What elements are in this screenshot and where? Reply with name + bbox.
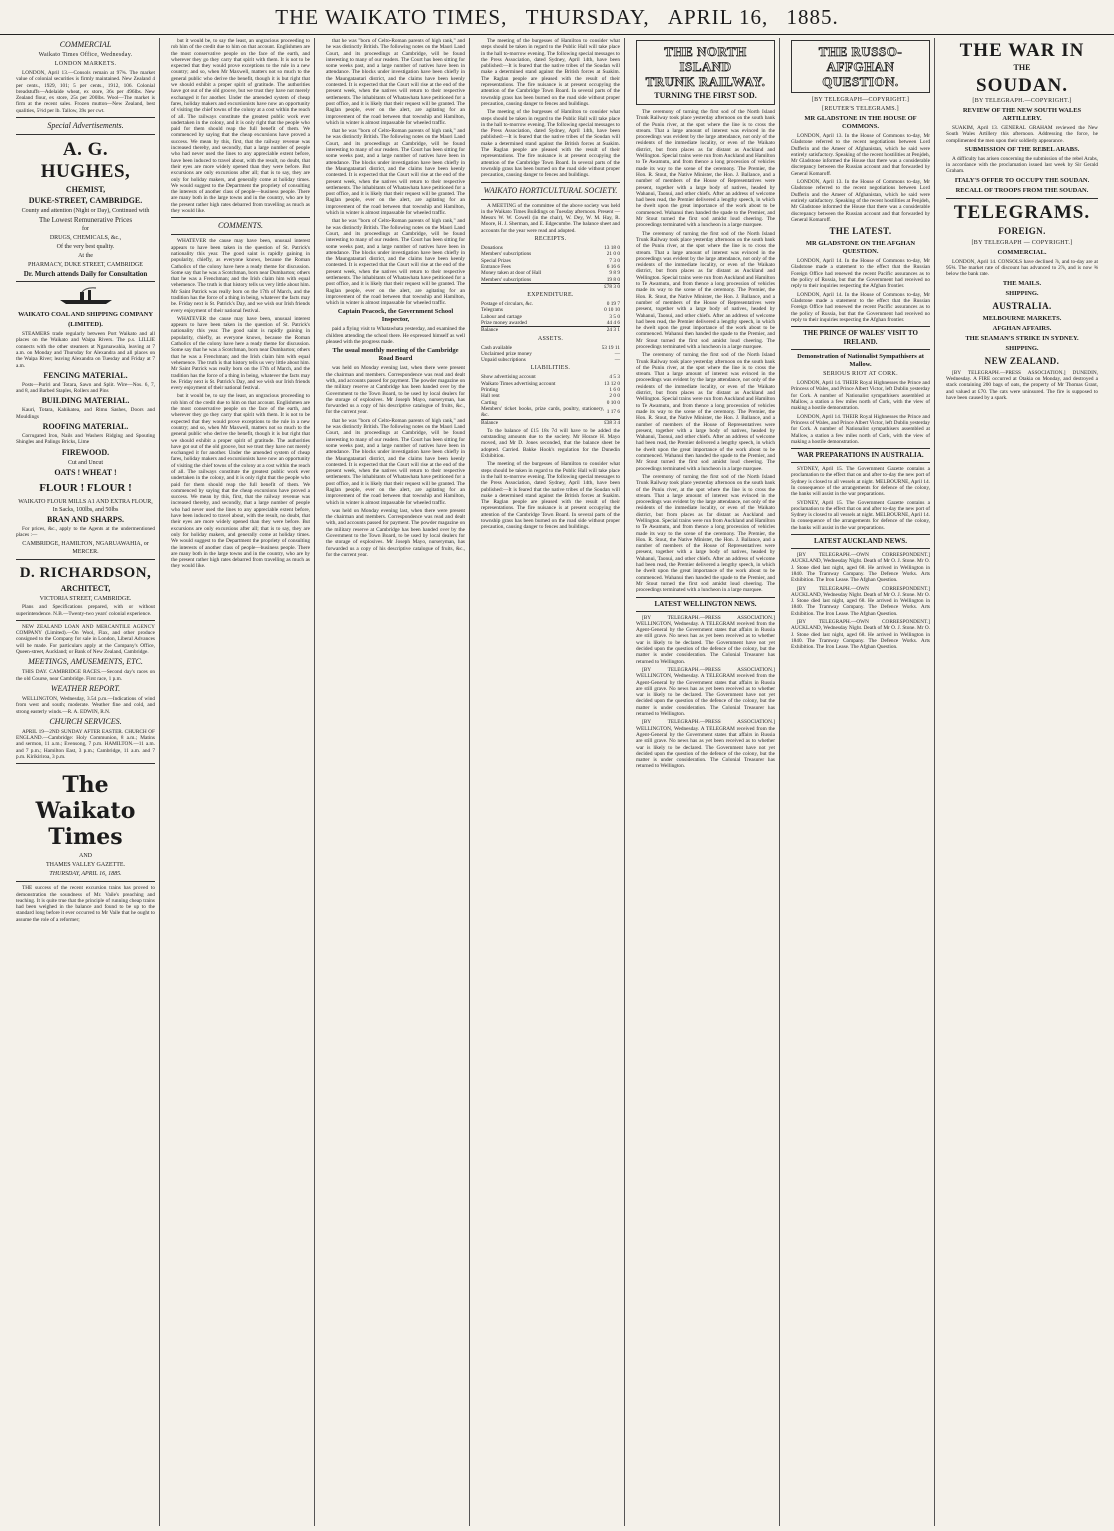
russo-afghan-heading [791, 40, 930, 93]
russo-tag: [BY TELEGRAPH—COPYRIGHT.] [811, 97, 910, 103]
russo-text: LONDON, April 13. In the House of Commons to-day, Mr Gladstone referred to the recent negotiations between Lord Dufferin and the Ameer of Afghanistan, which he said were entirely satisfactory. Speaking of the recent hostilities at Penjdeh, Mr Gladstone informed the House that there was a considerable discrepancy between the Russian account and that forwarded by General Komaroff. [791, 179, 930, 223]
trunk-text: The ceremony of turning the first sod of the North Island Trunk Railway took place yesterday afternoon on the south bank of the Puniu river, at the spot where the line is to cross the stream. That a large amount of interest was evinced in the proceedings was evident by the large attendance, not only of the residents of the immediate locality, or even of the Waikato district, but from places as far distant as Auckland and Wellington. Special trains were run from Auckland and Hamilton to Te Awamutu, and from thence a long procession of vehicles made its way to the scene of the ceremony. The Premier, the Hon. R. Stout, the Native Minister, the Hon. J. Ballance, and a number of members of the House of Representatives were present, together with a large body of natives, headed by Wahanui, Taonui, and other chiefs. After an address of welcome had been read, the Premier delivered a lengthy speech, in which he dwelt upon the great importance of the work about to be commenced. Wahanui then handed the spade to the Premier, and Mr Stout turned the first sod amidst loud cheering. The proceedings terminated with a luncheon in a large marquee. [636, 109, 775, 229]
auckland-heading: LATEST AUCKLAND NEWS. [791, 534, 930, 549]
column-3 [322, 38, 470, 1526]
meeting-heading: The usual monthly meeting of the Cambridge Road Board [332, 347, 459, 363]
italy-heading: ITALY'S OFFER TO OCCUPY THE SOUDAN. [954, 176, 1090, 184]
hughes-line: At the [78, 253, 93, 260]
receipts-item: Entrance Fees [481, 263, 511, 270]
meeting-text: was held on Monday evening last, when there were present the chairman and members. Correspondence was read and dealt with, and accounts passed for payment. The powder magazine on the military reserve at Cambridge has been handed over by the Government to the Town Board, to be used by local dealers for the storage of explosives. Mr Joseph Mayo, nurseryman, has forwarded us a copy of his descriptive catalogue of fruits, &c., for the current year. [326, 365, 465, 416]
receipts-amount: 7 3 0 [609, 257, 620, 264]
paper-sub: AND [79, 853, 92, 860]
society-text: A MEETING of the committee of the above society was held in the Waikato Times Buildings on Tuesday afternoon. Present —Messrs W. W. Cowell (in the chair), W. Dey, W. M. Hay, R. Moore, H. J. Sherman, and E. Edgecumbe. The balance sheet and accounts for the year were read and adopted. [481, 202, 620, 234]
building-title: BUILDING MATERIAL. [41, 396, 130, 406]
column-1 [12, 38, 160, 1526]
commercial-heading: COMMERCIAL. [997, 248, 1047, 256]
expenditure-table [481, 301, 620, 333]
receipts-amount: 13 18 0 [604, 245, 620, 252]
richardson-role: ARCHITECT, [60, 584, 111, 594]
liabilities-table [481, 374, 620, 425]
latest-subheading: MR GLADSTONE ON THE AFGHAN QUESTION. [805, 240, 916, 256]
news-text: The meeting of the burgesses of Hamilton to consider what steps should be taken in regard to the Public Hall will take place in the hall to-morrow evening. The following special messages to the Press Association, dated Sydney, April 14th, have been published:—It is feared that the native tribes of the Soudan will make a determined stand against the British forces at Suakim. The Raglan people are pleased with the result of their representations. The fire nuisance is at present occupying the attention of the Cambridge Town Board. In several parts of the township grass has been burned on the road side without proper precaution, causing danger to fences and buildings. [481, 461, 620, 531]
russo-agency: [REUTER'S TELEGRAMS.] [822, 106, 899, 112]
war-text: SUAKIM, April 13. GENERAL GRAHAM reviewed the New South Wales Artillery this afternoon. Addressing the force, he complimented the men upon their soldierly appearance. [946, 125, 1098, 144]
meetings-heading: MEETINGS, AMUSEMENTS, ETC. [28, 657, 143, 667]
liabilities-amount: 4 5 3 [609, 374, 620, 381]
submission-text: A difficulty has arisen concerning the submission of the rebel Arabs, in accordance with the proclamation issued last week by Sir Gerald Graham. [946, 155, 1098, 175]
divider [16, 117, 155, 118]
expenditure-row [481, 320, 620, 327]
hughes-line: PHARMACY, DUKE STREET, CAMBRIDGE [28, 262, 143, 269]
leader-continued: but it would be, to say the least, an ungracious proceeding to rob him of the credit due to him on that account. Englishmen are the most conservative people on the face of the earth, and wherever they go they carry that spirit with them. It is not to be expected that they would prove exceptions to the rule in a new country; and so, when Mr Maxwell, matters not so much to the general public who derive the benefit, though it is but right that we should exhibit a proper spirit of gratitude. The authorities have got out of the old groove, but we trust they have not merely exchanged it for another. Under the amended system of cheap fares, holiday makers and excursionists have now an opportunity of visiting the chief towns of the colony at a cost within the reach of all. The railways constitute the greatest public work ever undertaken in the colony, and it is only right that the people who paid for them should reap the full benefit of them. We commenced by saying that the cheap excursions have proved a success. We mean by this, first, that the railway revenue was increased thereby, and secondly, that a large number of people who had never used the lines to any appreciable extent before, have been induced to travel about, with the result, no doubt, that their eyes are more widely opened than they were before. But excursions are only excursions after all; that is to say, they are only for holiday makers, and generally come at holiday times. We would suggest to the Department the propriety of consulting the interests of another class of people—business people. There are many both in the large towns and in the country, who are by the present rather high rates debarred from travelling as much as they would like. [171, 393, 310, 570]
news-text: The meeting of the burgesses of Hamilton to consider what steps should be taken in regard to the Public Hall will take place in the hall to-morrow evening. The following special messages to the Press Association, dated Sydney, April 14th, have been published:—It is feared that the native tribes of the Soudan will make a determined stand against the British forces at Suakim. The Raglan people are pleased with the result of their representations. The fire nuisance is at present occupying the attention of the Cambridge Town Board. In several parts of the township grass has been burned on the road side without proper precaution, causing danger to fences and buildings. [481, 109, 620, 179]
divider [946, 198, 1098, 199]
submission-heading: SUBMISSION OF THE REBEL ARABS. [964, 145, 1080, 153]
russo-title-1: THE RUSSO-AFFGHAN [818, 44, 903, 74]
liabilities-heading: LIABILITIES. [530, 365, 571, 372]
commercial-sub: LONDON MARKETS. [54, 61, 117, 67]
receipts-total: £78 3 0 [591, 283, 620, 290]
hughes-line: Dr. Murch attends Daily for Consultation [23, 270, 148, 279]
roofing-title: ROOFING MATERIAL. [42, 422, 129, 432]
society-tail: To the balance of £15 18s 7d will have to be added the outstanding amounts due to the society. Mr Horace H. Mayo moved, and Mr D. Jones seconded, that the balance sheet be adopted. Carried. Bakke Hook's regulation for the Dunedin Exhibition. [481, 427, 620, 460]
russo-text: LONDON, April 13. In the House of Commons to-day, Mr Gladstone referred to the recent negotiations between Lord Dufferin and the Ameer of Afghanistan, which he said were entirely satisfactory. Speaking of the recent hostilities at Penjdeh, Mr Gladstone informed the House that there was a considerable discrepancy between the Russian account and that forwarded by General Komaroff. [791, 133, 930, 177]
assets-item: Unpaid subscriptions [481, 357, 526, 364]
nz-text: [BY TELEGRAPH.—PRESS ASSOCIATION.] DUNEDIN, Wednesday. A FIRE occurred at Otakia on Monday, and destroyed a stack containing 200 bags of oats, the property of Mr Thomas Grant, and valued at £70. The cats were uninsured. The fire is supposed to have been caused by a spark. [946, 369, 1098, 401]
liabilities-item: Carting [481, 399, 497, 406]
masthead-date: APRIL 16, [667, 5, 769, 29]
assets-item: Cash available [481, 344, 513, 351]
assets-item: Unclaimed prize money [481, 350, 532, 357]
receipts-amount: 9 8 9 [609, 270, 620, 277]
column-2 [167, 38, 315, 1526]
liabilities-amount: 1 6 0 [609, 387, 620, 394]
richardson-address: VICTORIA STREET, CAMBRIDGE. [39, 596, 132, 603]
flour-title: FLOUR ! FLOUR ! [39, 481, 132, 494]
divider [16, 620, 155, 621]
liabilities-amount: 0 10 0 [606, 399, 620, 406]
ads-heading: Special Advertisements. [47, 121, 124, 131]
hughes-line: County and attention (Night or Day), Continued with [21, 208, 150, 215]
expenditure-heading: EXPENDITURE. [527, 292, 574, 299]
liabilities-amount: 1 17 6 [606, 409, 620, 416]
balance2-amount: £38 3 4 [604, 419, 620, 426]
latest-heading: THE LATEST. [829, 226, 892, 237]
peacock-text: paid a flying visit to Whatawhata yesterday, and examined the children attending the school there. He expressed himself as well pleased with the progress made. [326, 326, 465, 346]
liabilities-amount: 13 12 0 [604, 380, 620, 387]
weather-heading: WEATHER REPORT. [50, 683, 121, 693]
wellington-text: [BY TELEGRAPH.—PRESS ASSOCIATION.] WELLINGTON, Wednesday. A TELEGRAM received from the Agent-General by the Government states that affairs in Russia are still grave. No news has as yet been received as to whether war is likely to be declared. The Government have not yet decided upon the question of the defence of the colony, but the matter is under consideration. The Colonial Treasurer has returned to Wellington. [636, 666, 775, 718]
masthead [0, 0, 1114, 35]
assets-amount: — [614, 350, 620, 357]
masthead-paper: THE WAIKATO TIMES, [275, 5, 508, 29]
new-zealand-heading: NEW ZEALAND. [984, 355, 1060, 366]
balance-amount: 24 3 1 [588, 327, 620, 334]
liabilities-row [481, 406, 620, 419]
meetings-text: THIS DAY. CAMBRIDGE RACES.—Second day's races on the old Course, near Cambridge. First race, 1 p.m. [16, 669, 155, 682]
shipping-heading-2: SHIPPING. [1005, 344, 1039, 352]
war-title-2: THE [1013, 63, 1031, 72]
news-text: that he was "born of Celto-Roman parents of high rank," and he was distinctly British. The following notes on the Maori Land Court, and its proceedings at Cambridge, will be found interesting to many of our readers. The Court has been sitting for some weeks past, and a large number of natives have been in attendance. The blocks under investigation have been chiefly in the Maungatautari district, and the claims have been keenly contested. It is expected that the Court will rise at the end of the present week, when the natives will return to their respective settlements. The inhabitants of Whatawhata have petitioned for a post office, and it is likely that their request will be granted. The Raglan people, ever on the alert, are agitating for an improvement of the road between that township and Hamilton, which in winter is almost impassable for wheeled traffic. [326, 128, 465, 217]
masthead-day: THURSDAY, [525, 5, 650, 29]
paper-date: THURSDAY, APRIL 16, 1885. [49, 871, 122, 878]
receipts-row [481, 277, 620, 284]
building-text: Kauri, Totara, Kahikatea, and Rimu Sashes, Doors and Mouldings [16, 407, 155, 420]
fencing-title: FENCING MATERIAL. [43, 370, 128, 380]
recall-heading: RECALL OF TROOPS FROM THE SOUDAN. [955, 186, 1089, 194]
hughes-role: CHEMIST, [65, 185, 106, 195]
commercial-text: LONDON, April 14. CONSOLS have declined ⅞, and to-day are at 95⅝. The market rate of discount has advanced to 2⅞, and is now ⅝ below the bank rate. [946, 258, 1098, 278]
divider [171, 234, 310, 235]
wellington-heading: LATEST WELLINGTON NEWS. [636, 597, 775, 612]
divider [481, 182, 620, 183]
auckland-text: [BY TELEGRAPH.—OWN CORRESPONDENT.] AUCKLAND, Wednesday Night. Death of Mr O. J. Stone. Mr O. J. Stone died last night, aged 68. He arrived in Wellington in 1840. The Tramway Company. The Defence Works. Arts Exhibition. The Iron Lease. The Afghan Question. [791, 585, 930, 617]
mails-heading: THE MAILS. [1002, 279, 1042, 287]
trunk-text: The ceremony of turning the first sod of the North Island Trunk Railway took place yesterday afternoon on the south bank of the Puniu river, at the spot where the line is to cross the stream. That a large amount of interest was evinced in the proceedings was evident by the large attendance, not only of the residents of the immediate locality, or even of the Waikato district, but from places as far distant as Auckland and Wellington. Special trains were run from Auckland and Hamilton to Te Awamutu, and from thence a long procession of vehicles made its way to the scene of the ceremony. The Premier, the Hon. R. Stout, the Native Minister, the Hon. J. Ballance, and a number of members of the House of Representatives were present, together with a large body of natives, headed by Wahanui, Taonui, and other chiefs. After an address of welcome had been read, the Premier delivered a lengthy speech, in which he dwelt upon the great importance of the work about to be commenced. Wahanui then handed the spade to the Premier, and Mr Stout turned the first sod amidst loud cheering. The proceedings terminated with a luncheon in a large marquee. [636, 352, 775, 472]
bran-title: BRAN AND SHARPS. [46, 514, 125, 524]
steamer-icon [56, 286, 116, 306]
fencing-text: Posts—Puriri and Totara, Sawn and Split. Wire—Nos. 6, 7, and 8, and Barbed Staples, Rollers and Pins [16, 381, 155, 395]
peacock-heading: Captain Peacock, the Government School Inspector, [337, 308, 454, 324]
prince-heading: THE PRINCE OF WALES' VISIT TO IRELAND. [791, 326, 930, 350]
wellington-text: [BY TELEGRAPH.—PRESS ASSOCIATION.] WELLINGTON, Wednesday. A TELEGRAM received from the Agent-General by the Government states that affairs in Russia are still grave. No news has as yet been received as to whether war is likely to be declared. The Government have not yet decided upon the question of the defence of the colony, but the matter is under consideration. The Colonial Treasurer has returned to Wellington. [636, 719, 775, 770]
news-text: that he was "born of Celto-Roman parents of high rank," and he was distinctly British. The following notes on the Maori Land Court, and its proceedings at Cambridge, will be found interesting to many of our readers. The Court has been sitting for some weeks past, and a large number of natives have been in attendance. The blocks under investigation have been chiefly in the Maungatautari district, and the claims have been keenly contested. It is expected that the Court will rise at the end of the present week, when the natives will return to their respective settlements. The inhabitants of Whatawhata have petitioned for a post office, and it is likely that their request will be granted. The Raglan people, ever on the alert, are agitating for an improvement of the road between that township and Hamilton, which in winter is almost impassable for wheeled traffic. [326, 218, 465, 307]
masthead-year: 1885. [786, 5, 839, 29]
balance-label: Balance [481, 327, 588, 334]
commercial-intro: Waikato Times Office, Wednesday. [38, 52, 133, 58]
church-text: APRIL 19—2ND SUNDAY AFTER EASTER. CHURCH OF ENGLAND.—Cambridge: Holy Communion, 8 a.m.; Matins and sermon, 11 a.m.; Evensong, 7 p.m. HAMILTON.—11 a.m. and 7 p.m.; Hamilton East, 3 p.m.; Cambridge, 11 a.m. and 7 p.m. Kirikiriroa, 3 p.m. [16, 728, 155, 760]
oats-wheat: OATS ! WHEAT ! [54, 467, 117, 477]
foreign-heading: FOREIGN. [998, 225, 1046, 236]
comments-text: WHATEVER the cause may have been, unusual interest appears to have been taken in the question of St. Patrick's nationality this year. The good saint is rapidly gaining in popularity, chiefly, as everyone knows, because the Roman Catholics of the colony have here a ready theme for discussion. Some say that he was a Scotchman, born near Dumbarton; others that he was a Frenchman; and the Irish claim him with equal vehemence. The truth is that history tells us very little about him. Mr Saint Patrick was really born on the 17th of March, and the tradition has the force of a thing in being, whatever the facts may be. Friday next is St. Patrick's Day, and we wish our Irish friends every enjoyment of their national festival. [171, 315, 310, 392]
latest-text: LONDON, April 14. In the House of Commons to-day, Mr Gladstone made a statement to the effect that the Russian Foreign Office had renewed the recent Pacific assurances as to the policy of Russia, but that the Government had received no reply to their inquiries respecting the Afghan frontier. [791, 291, 930, 323]
latest-text: LONDON, April 14. In the House of Commons to-day, Mr Gladstone made a statement to the effect that the Russian Foreign Office had renewed the recent Pacific assurances as to the policy of Russia, but that the Government had received no reply to their inquiries respecting the Afghan frontier. [791, 258, 930, 290]
liabilities-item: Show advertising account [481, 374, 536, 381]
divider [16, 281, 155, 282]
expenditure-item: Postage of circulars, &c. [481, 301, 534, 308]
trunk-title-2: TRUNK RAILWAY. [645, 74, 766, 89]
afghan-affairs: AFGHAN AFFAIRS. [992, 324, 1052, 332]
divider [16, 763, 155, 764]
war-title-1: THE WAR IN [959, 40, 1085, 61]
balance-label: Balance [481, 419, 604, 426]
assets-amount: — [614, 357, 620, 364]
expenditure-item: Telegrams [481, 307, 503, 314]
russo-title-2: QUESTION. [822, 74, 899, 89]
trunk-subtitle: TURNING THE FIRST SOD. [654, 91, 757, 100]
column-4 [477, 38, 625, 1526]
assets-amount: 53 19 11 [601, 344, 620, 351]
richardson-name: D. RICHARDSON, [19, 565, 152, 582]
hughes-line: for [82, 226, 89, 233]
assets-heading: ASSETS. [537, 335, 564, 342]
firewood-title: FIREWOOD. [61, 447, 110, 457]
leader-text: THE success of the recent excursion trains has proved to demonstration the soundness of Mr. Vaile's preaching and teaching. It is quite true that the principle of running cheap trains had been weighed in the balance and found to be up to the standard long before it ever occurred to Mr Vaile that he ought to assume the role of a reformer; [16, 885, 155, 923]
column-5 [632, 38, 780, 1526]
receipts-table [481, 245, 620, 290]
receipts-item: Donations [481, 245, 503, 252]
prince-riot: SERIOUS RIOT AT CORK. [823, 371, 898, 378]
wellington-text: [BY TELEGRAPH.—PRESS ASSOCIATION.] WELLINGTON, Wednesday. A TELEGRAM received from the Agent-General by the Government states that affairs in Russia are still grave. No news has as yet been received as to whether war is likely to be declared. The Government have not yet decided upon the question of the defence of the colony, but the matter is under consideration. The Colonial Treasurer has returned to Wellington. [636, 614, 775, 665]
comments-heading: COMMENTS. [217, 221, 264, 231]
expenditure-amount: 3 5 0 [609, 313, 620, 320]
trunk-title-1: THE NORTH ISLAND [664, 44, 747, 74]
foreign-tag: [BY TELEGRAPH — COPYRIGHT.] [971, 239, 1073, 246]
assets-table [481, 345, 620, 364]
paper-title: The Waikato Times [35, 772, 136, 851]
society-heading: WAIKATO HORTICULTURAL SOCIETY. [483, 185, 618, 195]
expenditure-amount: 0 10 10 [604, 307, 620, 314]
roofing-text: Corrugated Iron, Nails and Washers Ridging and Spouting Shingles and Palings Bricks, Lime [16, 433, 155, 446]
hughes-address: DUKE-STREET, CAMBRIDGE. [28, 196, 143, 206]
firewood-sub: Cut and Uncut [68, 459, 103, 466]
assets-row [481, 357, 620, 363]
melbourne-markets: MELBOURNE MARKETS. [982, 314, 1062, 322]
receipts-item: Members' subscriptions [481, 251, 532, 258]
receipts-item: Members' subscriptions [481, 276, 532, 283]
church-heading: CHURCH SERVICES. [49, 716, 122, 726]
war-preparations-heading: WAR PREPARATIONS IN AUSTRALIA. [791, 448, 930, 463]
weather-text: WELLINGTON, Wednesday, 3.54 p.m.—Indications of wind from west and south; moderate. Weather fine and cold, and strong easterly winds.—R. A. EDWIN, R.N. [16, 695, 155, 715]
news-text: that he was "born of Celto-Roman parents of high rank," and he was distinctly British. The following notes on the Maori Land Court, and its proceedings at Cambridge, will be found interesting to many of our readers. The Court has been sitting for some weeks past, and a large number of natives have been in attendance. The blocks under investigation have been chiefly in the Maungatautari district, and the claims have been keenly contested. It is expected that the Court will rise at the end of the present week, when the natives will return to their respective settlements. The inhabitants of Whatawhata have petitioned for a post office, and it is likely that their request will be granted. The Raglan people, ever on the alert, are agitating for an improvement of the road between that township and Hamilton, which in winter is almost impassable for wheeled traffic. [326, 417, 465, 506]
trunk-text: The ceremony of turning the first sod of the North Island Trunk Railway took place yesterday afternoon on the south bank of the Puniu river, at the spot where the line is to cross the stream. That a large amount of interest was evinced in the proceedings was evident by the large attendance, not only of the residents of the immediate locality, or even of the Waikato district, but from places as far distant as Auckland and Wellington. Special trains were run from Auckland and Hamilton to Te Awamutu, and from thence a long procession of vehicles made its way to the scene of the ceremony. The Premier, the Hon. R. Stout, the Native Minister, the Hon. J. Ballance, and a number of members of the House of Representatives were present, together with a large body of natives, headed by Wahanui, Taonui, and other chiefs. After an address of welcome had been read, the Premier delivered a lengthy speech, in which he dwelt upon the great importance of the work about to be commenced. Wahanui then handed the spade to the Premier, and Mr Stout turned the first sod amidst loud cheering. The proceedings terminated with a luncheon in a large marquee. [636, 230, 775, 350]
leader-continued: but it would be, to say the least, an ungracious proceeding to rob him of the credit due to him on that account. Englishmen are the most conservative people on the face of the earth, and wherever they go they carry that spirit with them. It is not to be expected that they would prove exceptions to the rule in a new country; and so, when Mr Maxwell, matters not so much to the general public who derive the benefit, though it is but right that we should exhibit a proper spirit of gratitude. The authorities have got out of the old groove, but we trust they have not merely exchanged it for another. Under the amended system of cheap fares, holiday makers and excursionists have now an opportunity of visiting the chief towns of the colony at a cost within the reach of all. The railways constitute the greatest public work ever undertaken in the colony, and it is only right that the people who paid for them should reap the full benefit of them. We commenced by saying that the cheap excursions have proved a success. We mean by this, first, that the railway revenue was increased thereby, and secondly, that a large number of people who had never used the lines to any appreciable extent before, have been induced to travel about, with the result, no doubt, that their eyes are more widely opened than they were before. But excursions are only excursions after all; that is to say, they are only for holiday makers, and generally come at holiday times. We would suggest to the Department the propriety of consulting the interests of another class of people—business people. There are many both in the large towns and in the country, who are by the present rather high rates debarred from travelling as much as they would like. [171, 38, 310, 215]
receipts-item: Special Prizes [481, 257, 511, 264]
receipts-amount: 6 16 6 [606, 263, 620, 270]
shipping-heading: SHIPPING. [1005, 289, 1039, 297]
telegrams-heading: TELEGRAMS. [953, 201, 1091, 223]
mills-text: WAIKATO FLOUR MILLS A1 AND EXTRA FLOUR, In Sacks, 100lbs, and 50lbs [18, 498, 153, 513]
expenditure-item: Prize money awarded [481, 319, 527, 326]
news-text: that he was "born of Celto-Roman parents of high rank," and he was distinctly British. The following notes on the Maori Land Court, and its proceedings at Cambridge, will be found interesting to many of our readers. The Court has been sitting for some weeks past, and a large number of natives have been in attendance. The blocks under investigation have been chiefly in the Maungatautari district, and the claims have been keenly contested. It is expected that the Court will rise at the end of the present week, when the natives will return to their respective settlements. The inhabitants of Whatawhata have petitioned for a post office, and it is likely that their request will be granted. The Raglan people, ever on the alert, are agitating for an improvement of the road between that township and Hamilton, which in winter is almost impassable for wheeled traffic. [326, 38, 465, 126]
receipts-amount: 19 8 0 [606, 276, 620, 283]
auckland-text: [BY TELEGRAPH.—OWN CORRESPONDENT.] AUCKLAND, Wednesday Night. Death of Mr O. J. Stone. Mr O. J. Stone died last night, aged 68. He arrived in Wellington in 1840. The Tramway Company. The Defence Works. Arts Exhibition. The Iron Lease. The Afghan Question. [791, 552, 930, 584]
war-tag: [BY TELEGRAPH.—COPYRIGHT.] [972, 98, 1072, 104]
commercial-text: LONDON, April 13.—Consols remain at 97¾. The market value of colonial securities is firmly maintained. New Zealand 4 per cents., 1929, 101; 5 per cents., 1912, 106. Colonial breadstuffs—Adelaide wheat, ex store, 36s per 496lbs. New Zealand flour, ex store, 25s per 200lbs. Wool—The market is firm at the recent sales. Frozen mutton—New Zealand, best qualities, 5½d per lb. Tallow, 39s per cwt. [16, 70, 155, 114]
coal-company-text: STEAMERS trade regularly between Port Waikato and all places on the Waikato and Waipa Rivers. The p.s. LILLIE connects with the other steamers at Ngaruawahia, leaving at 7 a.m. on Monday and Thursday for Alexandra and all places on the Waipa River; leaving Alexandra on Tuesday and Friday at 7 a.m. [16, 331, 155, 369]
coal-company-title: WAIKATO COAL AND SHIPPING COMPANY (LIMITED). [17, 311, 154, 329]
seamans-strike: THE SEAMAN'S STRIKE IN SYDNEY. [965, 334, 1079, 342]
liabilities-item: Waikato Times advertising account [481, 380, 556, 387]
meeting-text: was held on Monday evening last, when there were present the chairman and members. Correspondence was read and dealt with, and accounts passed for payment. The powder magazine on the military reserve at Cambridge has been handed over by the Government to the Town Board, to be used by local dealers for the storage of explosives. Mr Joseph Mayo, nurseryman, has forwarded us a copy of his descriptive catalogue of fruits, &c., for the current year. [326, 507, 465, 558]
auckland-text: [BY TELEGRAPH.—OWN CORRESPONDENT.] AUCKLAND, Wednesday Night. Death of Mr O. J. Stone. Mr O. J. Stone died last night, aged 68. He arrived in Wellington in 1840. The Tramway Company. The Defence Works. Arts Exhibition. The Iron Lease. The Afghan Question. [791, 619, 930, 651]
expenditure-item: Labour and cartage [481, 313, 522, 320]
russo-subheading: MR GLADSTONE IN THE HOUSE OF COMMONS. [804, 115, 917, 130]
prince-text: LONDON, April 14. THEIR Royal Highnesses the Prince and Princess of Wales, and Prince Albert Victor, left Dublin yesterday for Cork. A number of Nationalist sympathisers assembled at Mallow, a station a few miles north of Cork, with the view of making a hostile demonstration. [791, 380, 930, 412]
prices-text: For prices, &c., apply to the Agents at the undermentioned places :— [16, 525, 155, 538]
war-preparations-text: SYDNEY, April 15. The Government Gazette contains a proclamation to the effect that on and after to-day the new port of Sydney is closed to all vessels at night. MELBOURNE, April 14. In consequence of the arrangements for defence of the colony, the banks will assist in the war preparations. [791, 499, 930, 531]
hughes-line: The Lowest Remunerative Prices [38, 216, 133, 225]
liabilities-amount: 2 0 0 [609, 393, 620, 400]
receipts-heading: RECEIPTS. [534, 236, 567, 243]
australia-heading: AUSTRALIA. [992, 300, 1052, 311]
comments-text: WHATEVER the cause may have been, unusual interest appears to have been taken in the question of St. Patrick's nationality this year. The good saint is rapidly gaining in popularity, chiefly, as everyone knows, because the Roman Catholics of the colony have here a ready theme for discussion. Some say that he was a Scotchman, born near Dumbarton; others that he was a Frenchman; and the Irish claim him with equal vehemence. The truth is that history tells us very little about him. Mr Saint Patrick was really born on the 17th of March, and the tradition has the force of a thing in being, whatever the facts may be. Friday next is St. Patrick's Day, and we wish our Irish friends every enjoyment of their national festival. [171, 238, 310, 314]
column-7 [942, 38, 1102, 1526]
prince-text: LONDON, April 14. THEIR Royal Highnesses the Prince and Princess of Wales, and Prince Albert Victor, left Dublin yesterday for Cork. A number of Nationalist sympathisers assembled at Mallow, a station a few miles north of Cork, with the view of making a hostile demonstration. [791, 413, 930, 445]
trunk-text: The ceremony of turning the first sod of the North Island Trunk Railway took place yesterday afternoon on the south bank of the Puniu river, at the spot where the line is to cross the stream. That a large amount of interest was evinced in the proceedings was evident by the large attendance, not only of the residents of the immediate locality, or even of the Waikato district, but from places as far distant as Auckland and Wellington. Special trains were run from Auckland and Hamilton to Te Awamutu, and from thence a long procession of vehicles made its way to the scene of the ceremony. The Premier, the Hon. R. Stout, the Native Minister, the Hon. J. Ballance, and a number of members of the House of Representatives were present, together with a large body of natives, headed by Wahanui, Taonui, and other chiefs. After an address of welcome had been read, the Premier delivered a lengthy speech, in which he dwelt upon the great importance of the work about to be commenced. Wahanui then handed the spade to the Premier, and Mr Stout turned the first sod amidst loud cheering. The proceedings terminated with a luncheon in a large marquee. [636, 473, 775, 594]
trunk-railway-heading [636, 40, 775, 105]
news-text: The meeting of the burgesses of Hamilton to consider what steps should be taken in regard to the Public Hall will take place in the hall to-morrow evening. The following special messages to the Press Association, dated Sydney, April 14th, have been published:—It is feared that the native tribes of the Soudan will make a determined stand against the British forces at Suakim. The Raglan people are pleased with the result of their representations. The fire nuisance is at present occupying the attention of the Cambridge Town Board. In several parts of the township grass has been burned on the road side without proper precaution, causing danger to fences and buildings. [481, 38, 620, 107]
war-title-3: SOUDAN. [976, 75, 1068, 96]
places: CAMBRIDGE, HAMILTON, NGARUAWAHIA, or MERCER. [22, 541, 149, 556]
prince-subheading: Demonstration of Nationalist Sympathisers at Mallow. [797, 353, 924, 369]
richardson-text: Plans and Specifications prepared, with or without superintendence. N.B.—Twenty-two years' colonial experience. [16, 604, 155, 617]
hughes-line: DRUGS, CHEMICALS, &c., [49, 235, 122, 242]
liabilities-item: Members' ticket books, prize cards, poultry, stationery, &c. [481, 405, 605, 419]
liabilities-item: Hall rent [481, 393, 500, 400]
nz-loan-text: NEW ZEALAND LOAN AND MERCANTILE AGENCY COMPANY (Limited).—On Wool, Flax, and other produce consigned to the Company for sale in London, Liberal Advances will be made. For particulars apply at the Company's Office, Queen-street, Auckland; or Bank of New Zealand, Cambridge. [16, 623, 155, 656]
divider [16, 559, 155, 560]
expenditure-amount: 44 4 6 [606, 319, 620, 326]
receipts-item: Money taken at door of Hall [481, 270, 542, 277]
divider [481, 199, 620, 200]
column-6 [787, 38, 935, 1526]
war-preparations-text: SYDNEY, April 15. The Government Gazette contains a proclamation to the effect that on and after to-day the new port of Sydney is closed to all vessels at night. MELBOURNE, April 14. In consequence of the arrangements for defence of the colony, the banks will assist in the war preparations. [791, 466, 930, 498]
receipts-amount: 21 0 0 [606, 251, 620, 258]
expenditure-amount: 0 19 7 [606, 301, 620, 308]
war-review: REVIEW OF THE NEW SOUTH WALES ARTILLERY. [962, 107, 1082, 122]
liabilities-item: Printing [481, 387, 499, 394]
divider [171, 217, 310, 218]
divider [16, 881, 155, 882]
hughes-name: A. G. HUGHES, [40, 139, 131, 183]
divider [16, 134, 155, 135]
paper-sub2: THAMES VALLEY GAZETTE. [45, 862, 126, 869]
hughes-line: Of the very best quality. [56, 244, 115, 251]
commercial-heading: COMMERCIAL [59, 40, 112, 49]
